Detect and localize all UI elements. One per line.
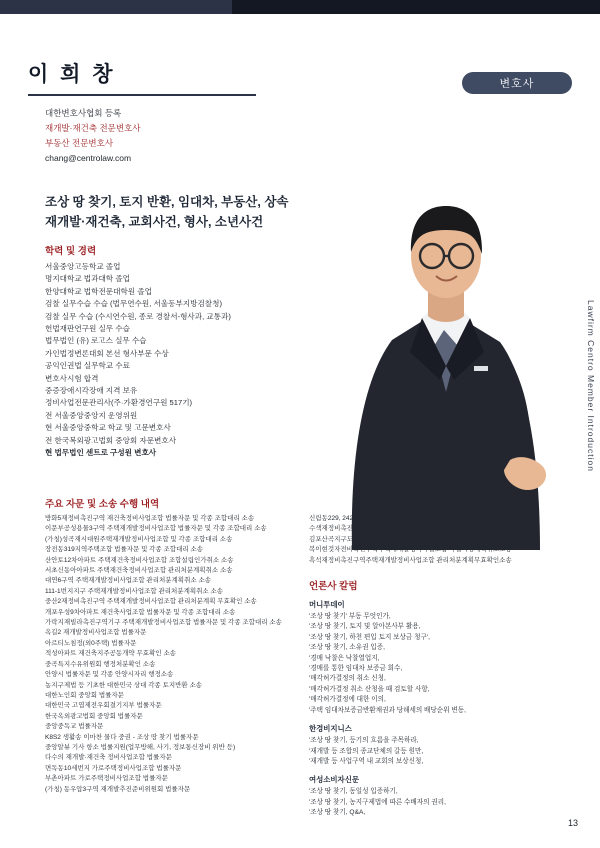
credential-line: 대한변호사협회 등록 <box>45 108 122 118</box>
media-item: '매각허가결정에 대한 이의, <box>309 696 386 704</box>
case-item: 산안토12차아파트 주택재건축정비사업조합 조합설립인가취소 소송 <box>45 556 234 564</box>
education-section <box>45 243 325 460</box>
status-badge: 변호사 <box>462 72 572 94</box>
credential-line: chang@centrolaw.com <box>45 153 132 163</box>
media-item: '매각허가결정의 취소 신청, <box>309 675 386 683</box>
side-label-text: Lawfirm Centro Member Introduction <box>586 300 596 472</box>
media-group-name: 여성소비자신문 <box>309 775 359 785</box>
cases-right-list <box>309 514 561 566</box>
education-item: 검찰 실무수습 수습 (법무연수원, 서울동부지방검찰청) <box>45 299 222 309</box>
practice-line: 재개발·재건축, 교회사건, 형사, 소년사건 <box>45 215 264 229</box>
case-item: 농지구제법 등 기초한 대한민국 상대 각종 토지반환 소송 <box>45 681 203 689</box>
education-item: 서울중앙고등학교 졸업 <box>45 262 121 271</box>
media-groups <box>309 599 561 819</box>
case-item: 옥길2 재개발정비사업조합 법률자문 <box>45 629 147 637</box>
case-item: 수색재정비촉진구역주택재개발정비사업조합 법률자문 <box>309 525 462 533</box>
media-item: '주택 임대차보증금반환채권과 당해세의 배당순위 변동, <box>309 706 466 714</box>
practice-areas <box>45 192 345 232</box>
top-band-accent <box>0 0 232 14</box>
case-item: K8S2 생활송 이마찬 물다 중권 - 조상 땅 찾기 법률자문 <box>45 733 199 741</box>
case-item: 중산2재정비촉진구역 주택재개발정비사업조합 관리처분계획 무효확인 소송 <box>45 598 257 606</box>
media-item: '재개발 등 조합의 종교단체의 갈등 원만, <box>309 747 424 755</box>
case-item: 개포우성9차아파트 재건축사업조합 법률자문 및 각종 조합대리 소송 <box>45 608 236 616</box>
case-item: 적성아파트 재건축지주공동개약 무효확인 소송 <box>45 650 176 658</box>
education-item: 전 서울중앙중앙지 운영위원 <box>45 410 138 420</box>
media-section <box>309 578 561 819</box>
lower-section <box>45 496 565 819</box>
education-item: 변호사시험 합격 <box>45 373 99 383</box>
cases-right-column <box>309 514 561 819</box>
case-item: 이문부공성용물3구역 주택재개발정비사업조합 법률자문 및 각종 조합대리 소송 <box>45 525 267 533</box>
media-item: '조상 땅 찾기, 하천 편입 토지 보상금 청구', <box>309 633 430 641</box>
cases-title: 주요 자문 및 소송 수행 내역 <box>45 499 160 510</box>
credentials-list <box>45 106 141 166</box>
case-item: 대한노인회 중앙회 법률자문 <box>45 691 124 699</box>
media-group-list <box>309 612 561 716</box>
top-band <box>0 0 600 14</box>
media-group-list <box>309 736 561 767</box>
case-item: 장전동319지역주택조합 법률자문 및 각종 조합대리 소송 <box>45 546 204 554</box>
case-item: 중앙알뷰 기사 항소 법률지원(업무방해, 사기, 정보통신장비 위반 등) <box>45 743 236 751</box>
media-item: '경매를 통한 임대차 보증금 회수, <box>309 665 403 673</box>
media-group-name: 머니투데이 <box>309 600 345 610</box>
education-list <box>45 261 325 460</box>
credential-line: 재개발·재건축 전문변호사 <box>45 123 141 133</box>
case-item: (가칭) 동우압3구역 재개발추진준비위원회 법률자문 <box>45 785 191 793</box>
media-item: '조상 땅 찾기, 동일성 입증하기, <box>309 788 398 796</box>
education-item: 한양대학교 법학전문대학원 졸업 <box>45 286 152 296</box>
case-item: (가칭)성곡재시대원주택재개발정비사업조합 및 각종 조합대리 소송 <box>45 535 233 543</box>
header <box>28 58 116 88</box>
education-item: 검찰 실무 수습 (수시연수원, 종로 경찰서-형사과, 교통과) <box>45 311 231 321</box>
case-item: 흑석재정비촉진구역주택재개발정비사업조합 관리처분계획무효확인소송 <box>309 556 512 564</box>
case-item: 서초신동아아파트 주택재건축정비사업조합 관리처분계획취소 소송 <box>45 567 233 575</box>
education-item: 법무법인 (유) 로고스 실무 수습 <box>45 336 147 346</box>
case-item: 면독동10세번지 가로주택정비사업조합 법률자문 <box>45 764 182 772</box>
case-item: 아르티노침정(외0주택) 법률자문 <box>45 639 137 647</box>
page-title: 이 희 창 <box>28 63 116 86</box>
education-title: 학력 및 경력 <box>45 246 97 257</box>
case-item: 안양시 법률자문 및 각종 안양시자리 행정소송 <box>45 671 174 679</box>
page-number: 13 <box>567 818 578 828</box>
avatar <box>314 130 574 550</box>
case-item: 중앙중독교 법률자문 <box>45 723 104 731</box>
divider <box>28 94 256 96</box>
media-item: '매각허가결정 취소 산청을 때 검토할 사항, <box>309 685 430 693</box>
education-item: 공익인권법 실무학교 수료 <box>45 361 130 371</box>
media-item: '재개발 등 사업구역 내 교회의 보상신청, <box>309 757 424 765</box>
case-item: 다수의 재개발·재건축 정비사업조합 법률자문 <box>45 754 172 762</box>
media-item: '조상 땅 찾기, 등기의 흐름을 주목하라, <box>309 737 419 745</box>
case-item: 한국옥외광고법회 중앙회 법률자문 <box>45 712 143 720</box>
education-item: 가인법정변론대회 본선 형사부문 수상 <box>45 348 169 358</box>
case-item: 대연6구역 주택재개발정비사업조합 관리처분계획취소 소송 <box>45 577 212 585</box>
media-item: '조상 땅 찾기, Q&A, <box>309 809 366 817</box>
education-item: 명지대학교 법과대학 졸업 <box>45 274 130 284</box>
side-label <box>586 300 596 472</box>
media-group-name: 한경비지니스 <box>309 724 352 734</box>
case-item: 가락지재빌라촉진구역기구 주택재개발정비사업조합 법률자문 및 각종 조합대리 소송 <box>45 619 282 627</box>
case-item: 부촌아파트 가로주택정비사업조합 법률자문 <box>45 775 168 783</box>
case-item: 중곡특지수유위원회 행정처분확인 소송 <box>45 660 156 668</box>
media-title: 언론사 칼럼 <box>309 581 358 593</box>
case-item: 김포산곡지구도시사업시업조합 수용 보상업무 <box>309 535 439 543</box>
media-item: '경매 낙찰은 낙찰열업지, <box>309 654 380 662</box>
case-item: 111-1번지지구 주택재개발정비사업조합 관리처분계획취소 소송 <box>45 587 224 595</box>
media-item: '조상 땅 찾기, 소유권 입증, <box>309 644 385 652</box>
education-item: 중증장애시각장애 지격 보유 <box>45 386 138 396</box>
practice-line: 조상 땅 찾기, 토지 반환, 임대차, 부동산, 상속 <box>45 195 289 209</box>
cases-left-column <box>45 514 293 819</box>
education-item: 헌법재판연구원 실무 수습 <box>45 324 130 334</box>
education-item: 현 서울중앙중학교 학교 및 고문변호사 <box>45 423 171 433</box>
cases-left-list <box>45 514 293 795</box>
education-item: 전 한국복외광고법회 중앙회 자문변호사 <box>45 435 177 445</box>
education-item: 현 법무법인 센트로 구성원 변호사 <box>45 448 157 458</box>
credential-line: 부동산 전문변호사 <box>45 138 114 148</box>
media-item: '조상 땅 찾기, 농지구제법에 따른 수배자의 권리, <box>309 798 446 806</box>
case-item: 대한민국 고엽제전우회결기지부 법률자문 <box>45 702 162 710</box>
case-item: 복이현것자전비촉진구역주택재개발정비사업조합 사업시행계획취소소송 <box>309 546 512 554</box>
media-group-list <box>309 787 561 818</box>
media-item: '조상 땅 찾기, 토지 및 알아본사부 활용, <box>309 623 421 631</box>
education-item: 정비사업전문관리사(주·가환경연구원 517기) <box>45 398 193 408</box>
media-item: '조상 땅 찾기' 부동 무엇인가, <box>309 613 391 621</box>
case-item: 신림동229, 242번지길원 재개발추진준비위원회 법률자문 <box>309 515 470 522</box>
case-item: 방화5재정비촉진구역 재건축정비사업조합 법률자문 및 각종 조합대리 소송 <box>45 515 255 522</box>
